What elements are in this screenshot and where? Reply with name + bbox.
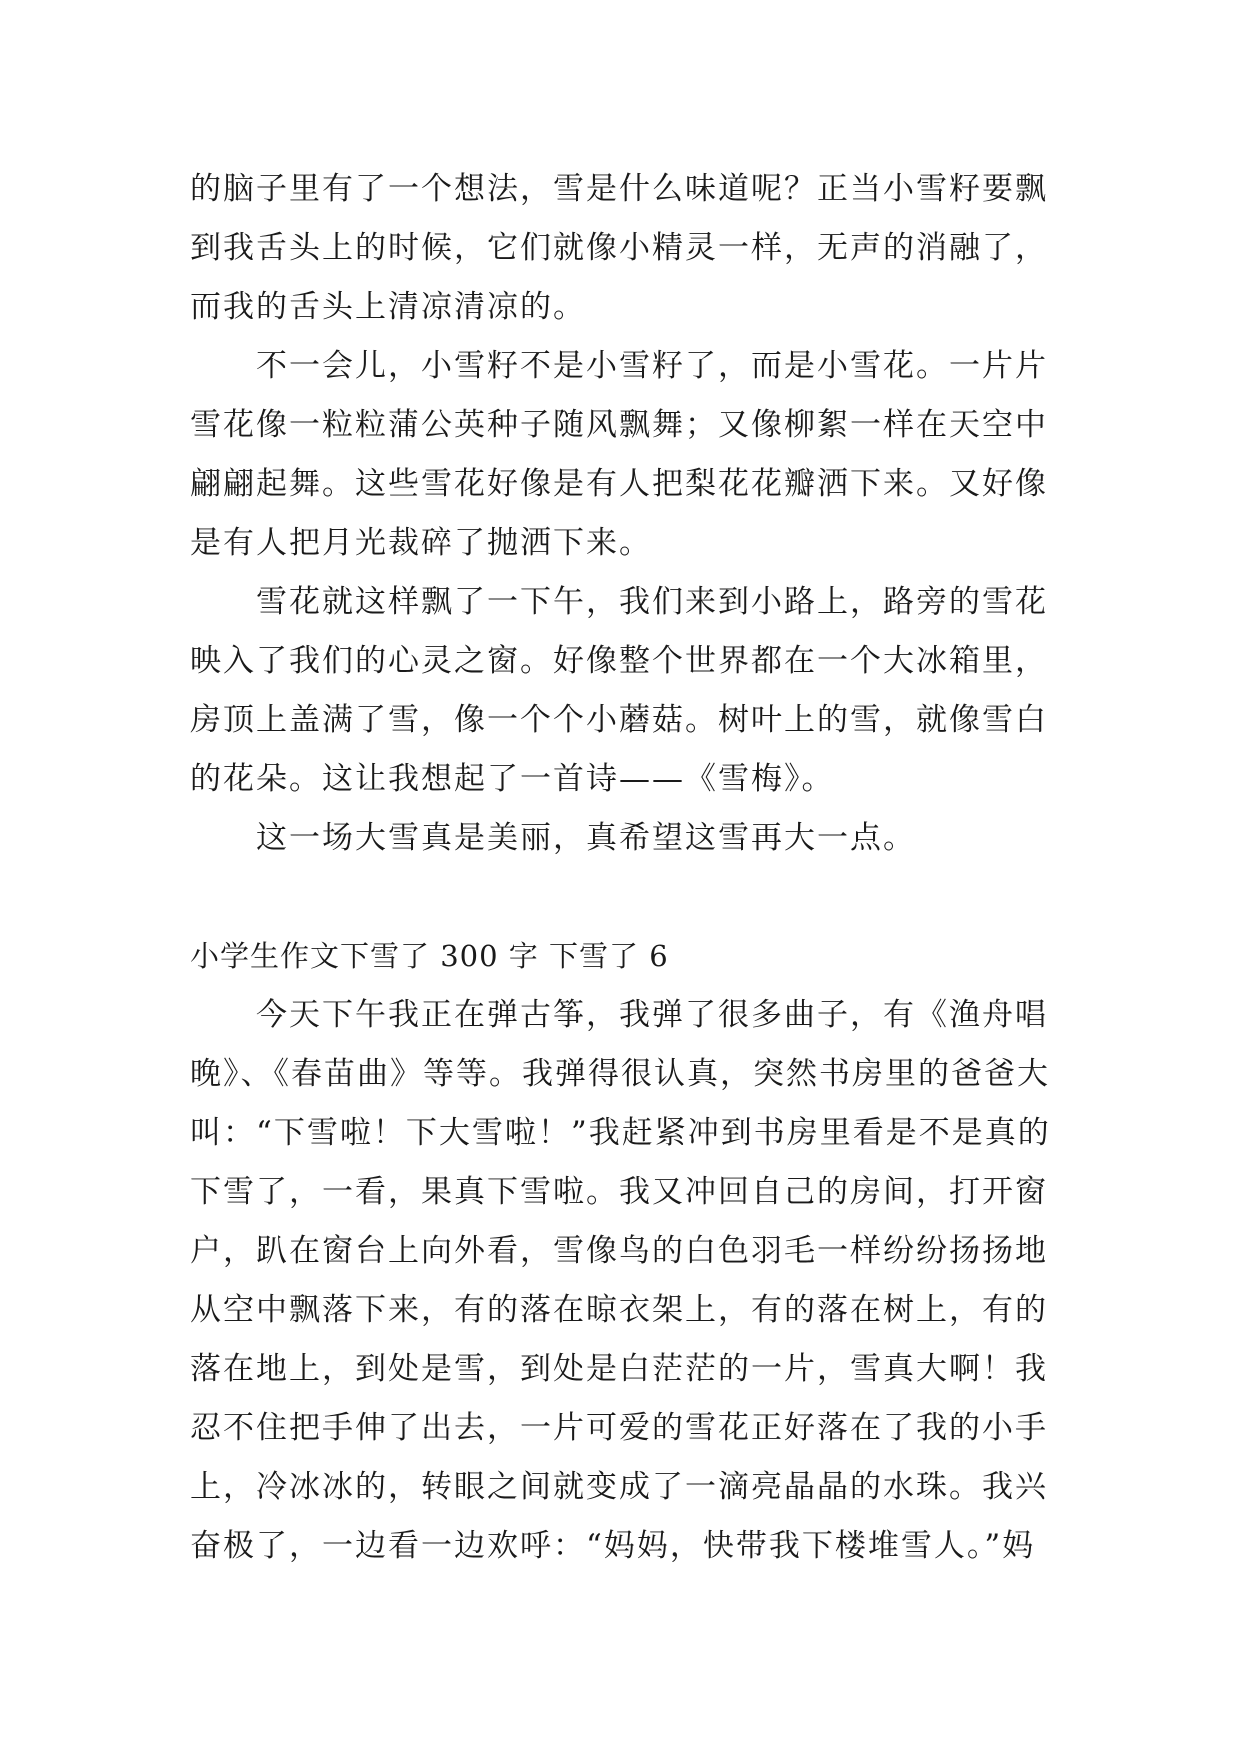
text-line: 下雪了，一看，果真下雪啦。我又冲回自己的房间，打开窗	[190, 1174, 1048, 1210]
text-line: 这一场大雪真是美丽，真希望这雪再大一点。	[256, 820, 916, 856]
text-line: 是有人把月光裁碎了抛洒下来。	[190, 525, 652, 561]
text-line: 映入了我们的心灵之窗。好像整个世界都在一个大冰箱里，	[190, 643, 1048, 679]
text-line: 今天下午我正在弹古筝，我弹了很多曲子，有《渔舟唱	[256, 997, 1048, 1033]
paragraph-2	[190, 337, 1050, 573]
blank-line	[190, 868, 1050, 927]
text-line: 落在地上，到处是雪，到处是白茫茫的一片，雪真大啊！我	[190, 1351, 1048, 1387]
article-heading: 小学生作文下雪了 300 字 下雪了 6	[190, 939, 669, 973]
text-line: 翩翩起舞。这些雪花好像是有人把梨花花瓣洒下来。又好像	[190, 466, 1048, 502]
text-line: 不一会儿，小雪籽不是小雪籽了，而是小雪花。一片片	[256, 348, 1048, 384]
text-line: 从空中飘落下来，有的落在晾衣架上，有的落在树上，有的	[190, 1292, 1048, 1328]
text-line: 雪花就这样飘了一下午，我们来到小路上，路旁的雪花	[256, 584, 1048, 620]
text-line: 上，冷冰冰的，转眼之间就变成了一滴亮晶晶的水珠。我兴	[190, 1469, 1048, 1505]
text-line: 户，趴在窗台上向外看，雪像鸟的白色羽毛一样纷纷扬扬地	[190, 1233, 1048, 1269]
paragraph-1	[190, 160, 1050, 337]
paragraph-3	[190, 573, 1050, 809]
paragraph-5	[190, 986, 1050, 1576]
text-line: 到我舌头上的时候，它们就像小精灵一样，无声的消融了，	[190, 230, 1048, 266]
text-line: 奋极了，一边看一边欢呼：“妈妈，快带我下楼堆雪人。”妈	[190, 1528, 1036, 1564]
text-line: 忍不住把手伸了出去，一片可爱的雪花正好落在了我的小手	[190, 1410, 1048, 1446]
text-line: 的花朵。这让我想起了一首诗——《雪梅》。	[190, 761, 835, 797]
text-line: 的脑子里有了一个想法，雪是什么味道呢？正当小雪籽要飘	[190, 171, 1048, 207]
text-line: 房顶上盖满了雪，像一个个小蘑菇。树叶上的雪，就像雪白	[190, 702, 1048, 738]
text-line: 叫：“下雪啦！下大雪啦！”我赶紧冲到书房里看是不是真的	[190, 1115, 1051, 1151]
text-line: 晚》、《春苗曲》等等。我弹得很认真，突然书房里的爸爸大	[190, 1056, 1050, 1092]
text-line: 雪花像一粒粒蒲公英种子随风飘舞；又像柳絮一样在天空中	[190, 407, 1048, 443]
text-line: 而我的舌头上清凉清凉的。	[190, 289, 586, 325]
document-body	[190, 160, 1050, 1576]
paragraph-4	[190, 809, 1050, 868]
